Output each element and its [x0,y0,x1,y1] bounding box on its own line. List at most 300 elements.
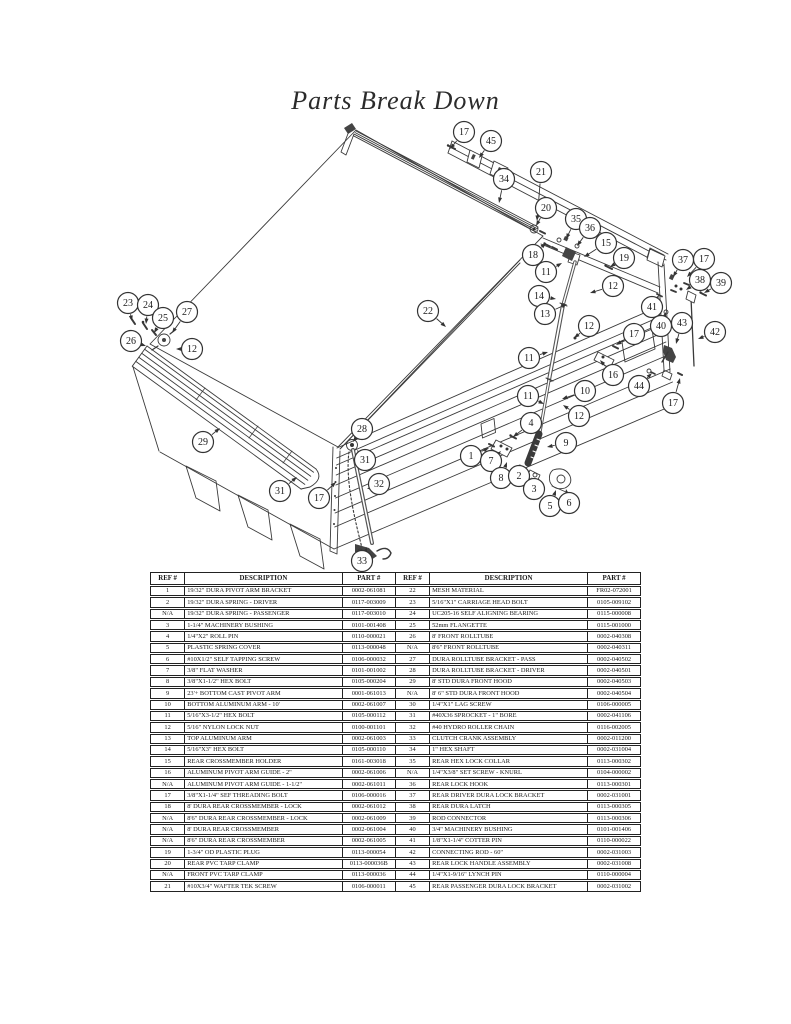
table-row [150,745,641,755]
ref-cell: 28 [395,665,429,675]
description-cell: ALUMINUM PIVOT ARM GUIDE - 2" [184,768,341,778]
callout-20 [536,198,557,227]
part-number-cell: 0101-001002 [342,665,395,675]
part-number-cell: 0002-061005 [342,836,395,846]
callout-number: 11 [523,391,533,402]
part-number-cell: 0110-000021 [342,631,395,641]
description-cell: CLUTCH CRANK ASSEMBLY [429,734,587,744]
ref-cell: 31 [395,711,429,721]
callout-12 [563,405,590,427]
part-number-cell: 0002-061009 [342,813,395,823]
callout-number: 12 [187,344,197,355]
description-cell: REAR DRIVER DURA LOCK BRACKET [429,790,587,800]
table-row [150,824,641,834]
ref-cell: N/A [395,688,429,698]
part-number-cell: 0002-040311 [587,643,641,653]
table-row [150,870,641,880]
callout-number: 5 [547,501,553,512]
ref-cell: 17 [150,790,184,800]
callout-number: 11 [541,267,551,278]
callout-26 [121,331,147,352]
column-header-desc-left: DESCRIPTION [184,572,341,585]
callout-11 [519,348,549,369]
ref-cell: 38 [395,802,429,812]
part-number-cell: 0113-000305 [587,802,641,812]
callout-number: 31 [275,486,285,497]
callout-number: 34 [499,174,509,185]
part-number-cell: 0002-061081 [342,586,395,596]
description-cell: #10X1/2" SELF TAPPING SCREW [184,654,341,664]
callout-32 [367,474,390,495]
description-cell: DURA ROLLTUBE BRACKET - DRIVER [429,665,587,675]
part-number-cell: 0161-003018 [342,756,395,766]
ref-cell: 29 [395,677,429,687]
part-number-cell: 0002-061004 [342,824,395,834]
ref-cell: 3 [150,620,184,630]
ref-cell: 40 [395,824,429,834]
part-number-cell: 0002-061007 [342,700,395,710]
callout-31 [355,450,376,471]
part-number-cell: 0115-000008 [587,609,641,619]
callout-number: 4 [528,418,534,429]
callout-44 [629,373,653,397]
callout-number: 17 [314,493,324,504]
description-cell: 8'6" FRONT ROLLTUBE [429,643,587,653]
description-cell: FRONT PVC TARP CLAMP [184,870,341,880]
table-row [150,677,641,687]
callout-number: 12 [584,321,594,332]
description-cell: 19/32" DURA PIVOT ARM BRACKET [184,586,341,596]
part-number-cell: FR02-072001 [587,586,641,596]
callout-17 [663,378,684,414]
column-header-desc-right: DESCRIPTION [429,572,587,585]
callout-17 [450,122,475,150]
description-cell: REAR HEX LOCK COLLAR [429,756,587,766]
callout-arrowhead [536,220,540,226]
description-cell: CONNECTING ROD - 60" [429,847,587,857]
description-cell: BOTTOM ALUMINUM ARM - 10' [184,700,341,710]
part-number-cell: 0002-040503 [587,677,641,687]
ref-cell: 33 [395,734,429,744]
callout-number: 36 [585,223,595,234]
table-row [150,643,641,653]
callout-number: 43 [677,318,687,329]
part-number-cell: 0106-000016 [342,790,395,800]
ref-cell: 23 [395,597,429,607]
callout-arrowhead [550,296,556,300]
part-number-cell: 0101-001406 [587,824,641,834]
part-number-cell: 0002-031001 [587,790,641,800]
table-row [150,722,641,732]
callout-number: 13 [540,309,550,320]
callout-arrowhead [584,252,590,257]
parts-table [150,571,641,893]
callout-number: 26 [126,336,136,347]
callout-34 [494,169,515,204]
table-row [150,700,641,710]
part-number-cell: 0002-040504 [587,688,641,698]
callout-number: 32 [374,479,384,490]
callout-42 [698,322,726,343]
trailer-exploded-drawing [130,123,706,569]
ref-cell: 36 [395,779,429,789]
part-number-cell: 0002-061012 [342,802,395,812]
table-row [150,790,641,800]
description-cell: 19/32" DURA SPRING - PASSENGER [184,609,341,619]
callout-11 [518,386,545,407]
callout-arrowhead [563,405,569,410]
table-row [150,756,641,766]
description-cell: REAR DURA LATCH [429,802,587,812]
table-row [150,779,641,789]
callout-number: 40 [656,321,666,332]
part-number-cell: 0002-031004 [587,745,641,755]
ref-cell: N/A [150,836,184,846]
description-cell: 23'+ BOTTOM CAST PIVOT ARM [184,688,341,698]
description-cell: REAR LOCK HANDLE ASSEMBLY [429,859,587,869]
part-number-cell: 0002-031008 [587,859,641,869]
callout-12 [590,276,624,297]
part-number-cell: 0113-000306 [587,813,641,823]
callout-number: 37 [678,255,688,266]
part-number-cell: 0105-009102 [587,597,641,607]
front-corner-post [330,447,340,554]
callout-3 [524,478,545,500]
ref-cell: 5 [150,643,184,653]
ref-cell: 1 [150,586,184,596]
callout-number: 11 [524,353,534,364]
callout-arrowhead [676,338,680,344]
ref-cell: 32 [395,722,429,732]
part-number-cell: 0001-061013 [342,688,395,698]
callout-number: 17 [459,127,469,138]
description-cell: 1/8"X1-1/4" COTTER PIN [429,836,587,846]
ref-cell: 14 [150,745,184,755]
callout-number: 12 [574,411,584,422]
ref-cell: 4 [150,631,184,641]
ref-cell: 27 [395,654,429,664]
part-number-cell: 0105-000112 [342,711,395,721]
part-number-cell: 0116-002005 [587,722,641,732]
part-number-cell: 0002-011200 [587,734,641,744]
ref-cell: 6 [150,654,184,664]
ref-cell: 22 [395,586,429,596]
description-cell: 1-3/4" OD PLASTIC PLUG [184,847,341,857]
callout-number: 8 [498,473,504,484]
description-cell: UC205-16 SELF ALIGNING BEARING [429,609,587,619]
callout-number: 28 [357,424,367,435]
part-number-cell: 0105-000204 [342,677,395,687]
ref-cell: N/A [150,813,184,823]
ref-cell: N/A [150,870,184,880]
description-cell: 5/16" NYLON LOCK NUT [184,722,341,732]
table-row [150,609,641,619]
ref-cell: 25 [395,620,429,630]
callout-arrowhead [673,271,678,277]
description-cell: 1-1/4" MACHINERY BUSHING [184,620,341,630]
part-number-cell: 0106-000005 [587,700,641,710]
table-row [150,620,641,630]
part-number-cell: 0113-000302 [587,756,641,766]
part-number-cell: 0002-040501 [587,665,641,675]
part-number-cell: 0113-000301 [587,779,641,789]
part-number-cell: 0002-040502 [587,654,641,664]
ref-cell: 19 [150,847,184,857]
ref-cell: N/A [150,779,184,789]
callout-number: 6 [566,498,572,509]
part-number-cell: 0002-061011 [342,779,395,789]
description-cell: 5/16"X3-1/2" HEX BOLT [184,711,341,721]
ref-cell: 2 [150,597,184,607]
callout-number: 1 [468,451,474,462]
column-header-part-left: PART # [342,572,395,585]
ref-cell: 44 [395,870,429,880]
ref-cell: 39 [395,813,429,823]
description-cell: 3/8"X1-1/2" HEX BOLT [184,677,341,687]
callout-arrowhead [547,444,553,448]
table-row [150,881,641,891]
callout-number: 35 [571,214,581,225]
table-row [150,859,641,869]
description-cell: 3/8" FLAT WASHER [184,665,341,675]
callout-arrowhead [538,400,544,404]
table-row [150,665,641,675]
part-number-cell: 0110-000004 [587,870,641,880]
description-cell: 1" HEX SHAFT [429,745,587,755]
callout-31 [270,477,298,502]
callout-10 [562,381,596,402]
callout-number: 2 [516,471,522,482]
page-title: Parts Break Down [291,86,500,115]
callout-number: 38 [695,275,705,286]
ref-cell: 8 [150,677,184,687]
ref-cell: N/A [395,643,429,653]
callout-arrowhead [542,352,548,356]
description-cell: 1/4"X2" ROLL PIN [184,631,341,641]
callout-45 [479,131,502,159]
callout-number: 18 [528,250,538,261]
part-number-cell: 0104-000002 [587,768,641,778]
callout-41 [642,295,663,318]
description-cell: ALUMINUM PIVOT ARM GUIDE - 1-1/2" [184,779,341,789]
table-row [150,711,641,721]
callout-number: 42 [710,327,720,338]
description-cell: REAR PASSENGER DURA LOCK BRACKET [429,881,587,891]
column-header-ref-right: REF # [395,572,429,585]
callout-arrowhead [145,318,149,324]
callout-29 [193,428,221,453]
callout-number: 19 [619,253,629,264]
callout-arrowhead [154,327,159,333]
callout-43 [672,313,693,345]
ref-cell: 10 [150,700,184,710]
ref-cell: 35 [395,756,429,766]
ref-cell: 37 [395,790,429,800]
callout-number: 21 [536,167,546,178]
description-cell: TOP ALUMINUM ARM [184,734,341,744]
part-number-cell: 0115-001000 [587,620,641,630]
callout-arrowhead [590,289,596,293]
tarp-sheet [150,130,543,447]
ref-cell: 18 [150,802,184,812]
ref-cell: 34 [395,745,429,755]
ref-cell: 43 [395,859,429,869]
part-number-cell: 0113-000036B [342,859,395,869]
ref-cell: 42 [395,847,429,857]
description-cell: 3/8"X1-1/4" SEF THREADING BOLT [184,790,341,800]
callout-number: 44 [634,381,644,392]
description-cell: #40 HYDRO ROLLER CHAIN [429,722,587,732]
part-number-cell: 0002-040308 [587,631,641,641]
part-number-cell: 0113-000036 [342,870,395,880]
ref-cell: 30 [395,700,429,710]
description-cell: MESH MATERIAL [429,586,587,596]
part-number-cell: 0113-000048 [342,643,395,653]
callout-number: 25 [158,313,168,324]
description-cell: REAR LOCK HOOK [429,779,587,789]
ref-cell: 20 [150,859,184,869]
part-number-cell: 0110-000022 [587,836,641,846]
description-cell: 8' 6" STD DURA FRONT HOOD [429,688,587,698]
description-cell: #40X36 SPROCKET - 1" BORE [429,711,587,721]
callout-11 [536,262,563,283]
callout-number: 29 [198,437,208,448]
callout-number: 33 [357,556,367,567]
callout-number: 17 [668,398,678,409]
ref-cell: N/A [395,768,429,778]
part-number-cell: 0002-031003 [587,847,641,857]
description-cell: DURA ROLLTUBE BRACKET - PASS [429,654,587,664]
part-number-cell: 0002-061006 [342,768,395,778]
callout-23 [118,293,139,322]
callout-number: 31 [360,455,370,466]
ref-cell: 26 [395,631,429,641]
callout-12 [574,316,600,339]
callout-number: 12 [608,281,618,292]
part-number-cell: 0106-000011 [342,881,395,891]
part-number-cell: 0101-001408 [342,620,395,630]
description-cell: 8' DURA REAR CROSSMEMBER [184,824,341,834]
callout-number: 20 [541,203,551,214]
callout-6 [559,489,580,514]
part-number-cell: 0002-031002 [587,881,641,891]
description-cell: 19/32" DURA SPRING - DRIVER [184,597,341,607]
description-cell: 8'6" DURA REAR CROSSMEMBER - LOCK [184,813,341,823]
description-cell: 8' STD DURA FRONT HOOD [429,677,587,687]
ref-cell: 45 [395,881,429,891]
table-row [150,813,641,823]
callout-number: 39 [716,278,726,289]
part-number-cell: 0100-001101 [342,722,395,732]
ref-cell: 41 [395,836,429,846]
table-row [150,654,641,664]
ref-cell: 15 [150,756,184,766]
callout-9 [547,433,577,454]
ref-cell: 13 [150,734,184,744]
callout-number: 3 [531,484,537,495]
part-number-cell: 0117-003009 [342,597,395,607]
callout-arrowhead [503,462,507,468]
part-number-cell: 0113-000054 [342,847,395,857]
callout-number: 14 [534,291,544,302]
callout-arrowhead [677,378,681,384]
table-row [150,597,641,607]
callout-arrowhead [577,240,582,246]
description-cell: 3/4" MACHINERY BUSHING [429,824,587,834]
part-number-cell: 0105-000110 [342,745,395,755]
description-cell: PLASTIC SPRING COVER [184,643,341,653]
description-cell: 1/4"X1-9/16" LYNCH PIN [429,870,587,880]
description-cell: REAR CROSSMEMBER HOLDER [184,756,341,766]
callout-number: 10 [580,386,590,397]
ref-cell: N/A [150,824,184,834]
description-cell: 52mm FLANGETTE [429,620,587,630]
table-row [150,802,641,812]
description-cell: 1/4"X3/8" SET SCREW - KNURL [429,768,587,778]
table-row [150,847,641,857]
callout-arrowhead [556,263,562,267]
callout-number: 16 [608,370,618,381]
description-cell: 1/4"X1" LAG SCREW [429,700,587,710]
callout-number: 23 [123,298,133,309]
part-number-cell: 0117-003010 [342,609,395,619]
column-header-ref-left: REF # [150,572,184,585]
callout-number: 24 [143,300,153,311]
callout-arrowhead [562,395,568,399]
description-cell: #10X3/4" WAFTER TEK SCREW [184,881,341,891]
callout-arrowhead [552,490,556,496]
callout-number: 15 [601,238,611,249]
description-cell: 8'6" DURA REAR CROSSMEMBER [184,836,341,846]
callout-number: 22 [423,306,433,317]
part-number-cell: 0002-061003 [342,734,395,744]
ref-cell: 24 [395,609,429,619]
header-row [150,572,641,585]
callout-number: 41 [647,302,657,313]
ref-cell: 9 [150,688,184,698]
ref-cell: 11 [150,711,184,721]
table-row [150,586,641,596]
callout-number: 17 [699,254,709,265]
part-number-cell: 0106-000032 [342,654,395,664]
description-cell: 8' FRONT ROLLTUBE [429,631,587,641]
table-row [150,768,641,778]
description-cell: 5/16"X1" CARRIAGE HEAD BOLT [429,597,587,607]
description-cell: 8' DURA REAR CROSSMEMBER - LOCK [184,802,341,812]
table-row [150,631,641,641]
table-row [150,688,641,698]
table-row [150,734,641,744]
callout-number: 9 [563,438,569,449]
callout-number: 45 [486,136,496,147]
column-header-part-right: PART # [587,572,641,585]
part-number-cell: 0002-041106 [587,711,641,721]
description-cell: REAR PVC TARP CLAMP [184,859,341,869]
description-cell: 5/16"X3" HEX BOLT [184,745,341,755]
callout-28 [352,419,373,443]
ref-cell: 21 [150,881,184,891]
callout-arrowhead [498,197,502,203]
ref-cell: 16 [150,768,184,778]
callout-arrowhead [698,335,704,339]
callout-number: 17 [629,329,639,340]
callout-number: 27 [182,307,192,318]
description-cell: ROD CONNECTOR [429,813,587,823]
ref-cell: 12 [150,722,184,732]
callout-number: 7 [488,456,494,467]
table-row [150,836,641,846]
ref-cell: N/A [150,609,184,619]
